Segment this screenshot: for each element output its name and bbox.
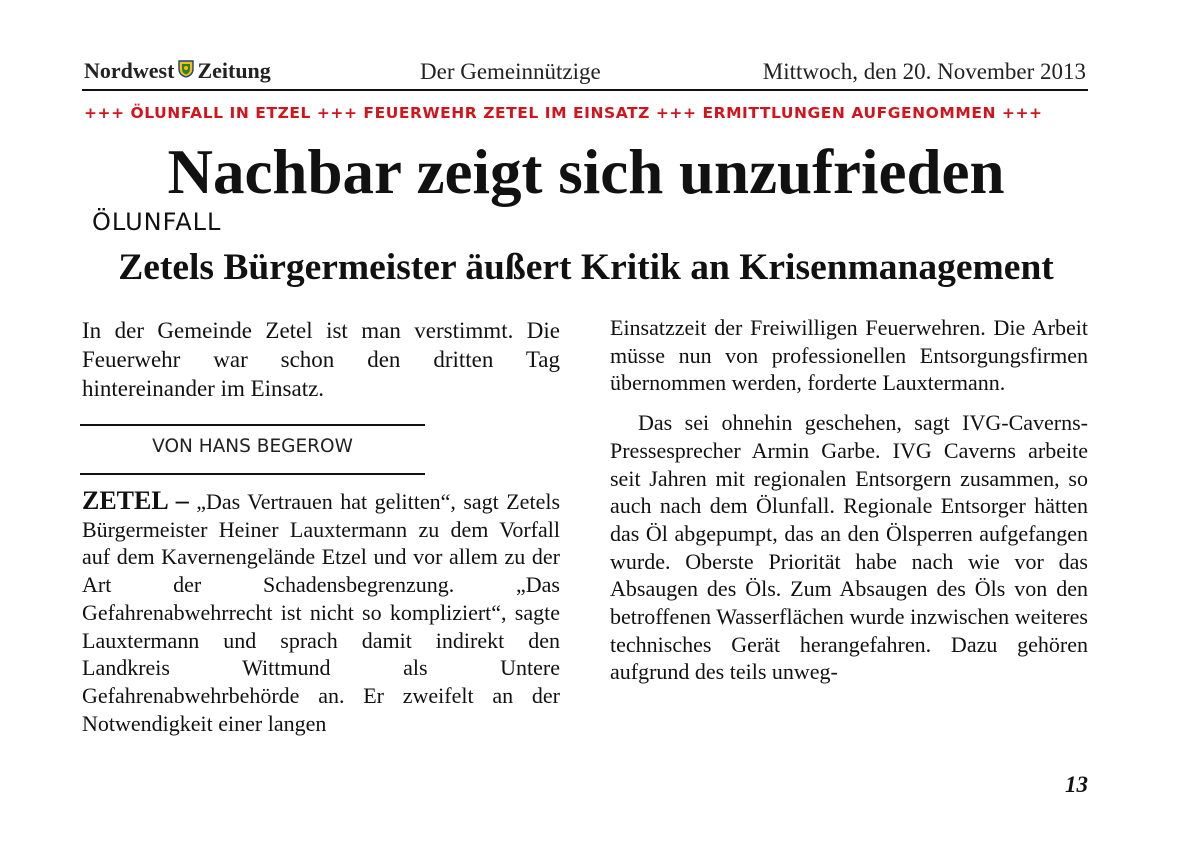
edition-title: Der Gemeinnützige (420, 59, 601, 84)
issue-date: Mittwoch, den 20. November 2013 (762, 59, 1086, 84)
masthead-divider (82, 89, 1088, 91)
body-paragraph: Einsatzzeit der Freiwilligen Feuerwehren. Die Arbeit müsse nun von professionellen Entsorgungsfirmen übernommen werden, forderte Lauxtermann. (610, 315, 1088, 396)
brand-name-right: Zeitung (197, 58, 271, 83)
article-teaser (82, 316, 560, 403)
coat-of-arms-icon (178, 58, 194, 84)
headline: Nachbar zeigt sich unzufrieden (167, 137, 1005, 207)
newspaper-logo[interactable] (84, 58, 271, 84)
body-text: „Das Vertrauen hat gelitten“, sagt Zetels Bürgermeister Heiner Lauxtermann zu dem Vorfall auf dem Kavernengelände Etzel und vor allem zu der Art der Schadensbegrenzung. „Das Gefahrenabwehrrecht ist nicht so kompliziert“, sagte Lauxtermann und sprach damit indirekt den Landkreis Wittmund als Untere Gefahrenabwehrbehörde an. Er zweifelt an der Notwendigkeit einer langen (82, 489, 561, 736)
dateline: ZETEL – (82, 486, 189, 515)
news-ticker: +++ ÖLUNFALL IN ETZEL +++ FEUERWEHR ZETEL IM EINSATZ +++ ERMITTLUNGEN AUFGENOMMEN +++ (84, 104, 1043, 122)
brand-name-left: Nordwest (84, 58, 175, 83)
byline-bottom-divider (80, 473, 425, 475)
teaser-text: In der Gemeinde Zetel ist man verstimmt. Die Feuerwehr war schon den dritten Tag hintereinander im Einsatz. (82, 318, 560, 401)
masthead (84, 58, 1088, 88)
topic-kicker: ÖLUNFALL (92, 208, 222, 236)
article-column-right (610, 314, 1088, 686)
subheadline: Zetels Bürgermeister äußert Kritik an Krisenmanagement (118, 247, 1054, 288)
byline-top-divider (80, 424, 425, 426)
body-paragraph (82, 487, 560, 737)
byline: VON HANS BEGEROW (152, 436, 353, 457)
article-column-left (82, 487, 560, 737)
body-paragraph: Das sei ohnehin geschehen, sagt IVG-Caverns-Pressesprecher Armin Garbe. IVG Caverns arbeite seit Jahren mit regionalen Entsorgern zusammen, so auch nach dem Ölunfall. Regionale Entsorger hätten das Öl abgepumpt, das an den Ölsperren aufgefangen wurde. Oberste Priorität habe nach wie vor das Absaugen des Öls. Zum Absaugen des Öls von den betroffenen Wasserflächen wurde inzwischen weiteres technisches Gerät herangefahren. Dazu gehören aufgrund des teils unweg- (610, 410, 1088, 685)
page-number: 13 (1065, 772, 1088, 797)
